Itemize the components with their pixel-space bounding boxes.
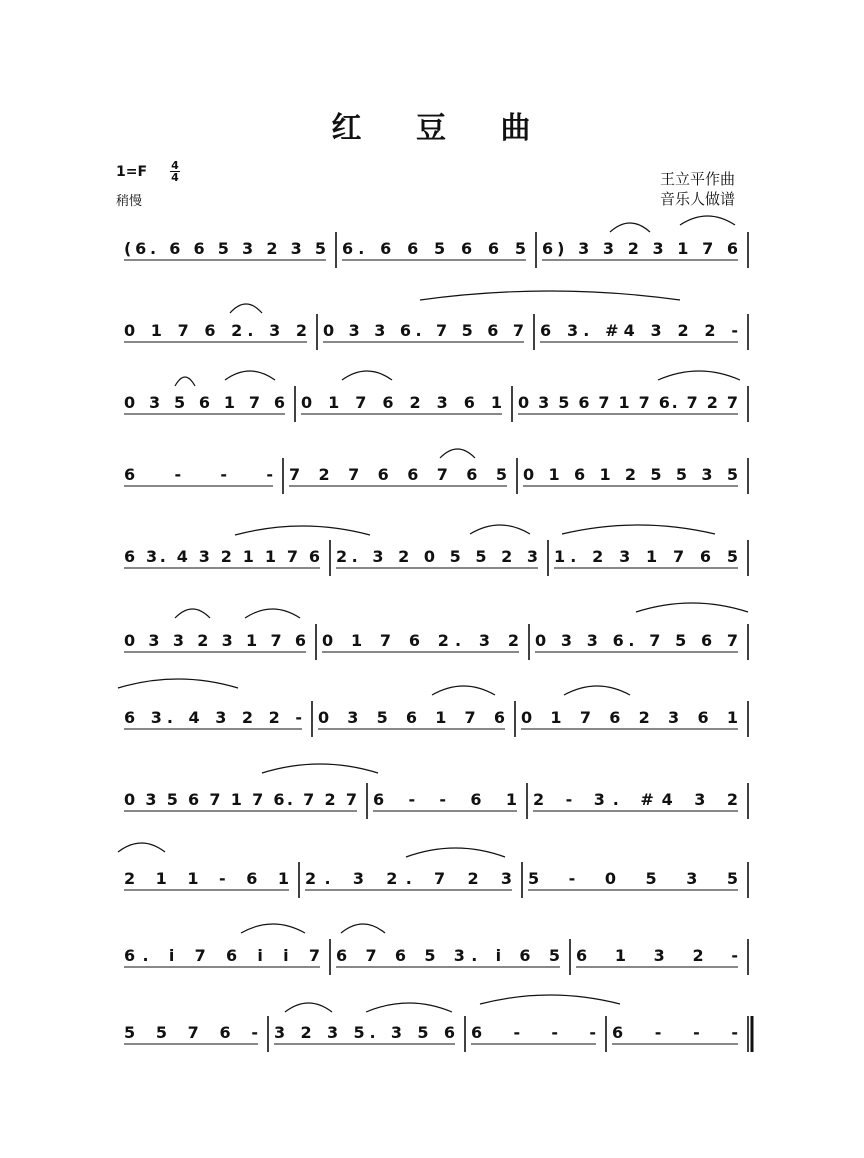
measure-notes: 0 3 5 6 1 7 6 [318, 708, 505, 727]
measure-notes: 2. 3 2 0 5 5 2 3 [336, 547, 538, 566]
slur-arc [245, 609, 300, 618]
title-char-2: 豆 [416, 111, 448, 146]
slur-arc [118, 843, 165, 852]
slur-arc [432, 686, 495, 695]
slur-arc [241, 924, 305, 933]
title-char-1: 红 [331, 111, 364, 146]
measure-notes: 0 1 7 6 2 3 6 1 [521, 708, 738, 727]
measure-notes: 5 5 7 6 - [124, 1023, 258, 1042]
composer-credit: 王立平作曲 [660, 170, 736, 188]
slur-arc [420, 291, 680, 300]
slur-arc [680, 216, 735, 225]
measure-notes: 0 1 7 6 2. 3 2 [124, 321, 307, 340]
measure-notes: 1. 2 3 1 7 6 5 [554, 547, 738, 566]
slur-arc [235, 526, 370, 535]
slur-arc [610, 223, 650, 232]
measure-notes: 6 - - - [471, 1023, 596, 1042]
time-signature-numerator: 4 [171, 159, 179, 172]
measure-notes: 0 1 7 6 2. 3 2 [322, 631, 519, 650]
measure-notes: 0 3 3 6. 7 5 6 7 [323, 321, 524, 340]
measure-notes: 6 3. #4 3 2 2 - [540, 321, 738, 340]
slur-arc [470, 525, 530, 534]
slur-arc [480, 995, 620, 1004]
slur-arc [342, 371, 392, 380]
measure-notes: 6. i 7 6 i i 7 [124, 946, 320, 965]
measure-notes: 2 1 1 - 6 1 [124, 869, 289, 888]
title-char-3: 曲 [500, 111, 533, 146]
slur-arc [636, 603, 748, 612]
slur-arc [406, 848, 505, 857]
measure-notes: 6. 6 6 5 6 6 5 [342, 239, 526, 258]
measure-notes: 6 3. 4 3 2 2 - [124, 708, 302, 727]
measure-notes: 2. 3 2. 7 2 3 [305, 869, 512, 888]
slur-arc [175, 377, 195, 386]
measure-notes: 0 1 7 6 2 3 6 1 [301, 393, 502, 412]
measure-notes: (6. 6 6 5 3 2 3 5 [124, 239, 326, 258]
slur-arc [658, 371, 740, 380]
slur-arc [440, 449, 475, 458]
measure-notes: 0 3 3 2 3 1 7 6 [124, 631, 306, 650]
key-signature: 1=F [116, 164, 148, 180]
arranger-credit: 音乐人做谱 [660, 190, 736, 208]
time-signature-denominator: 4 [171, 171, 179, 184]
measure-notes: 7 2 7 6 6 7 6 5 [289, 465, 507, 484]
slur-arc [118, 679, 238, 688]
measure-notes: 6 - - - [124, 465, 273, 484]
measure-notes: 6 - - - [612, 1023, 738, 1042]
measure-notes: 6) 3 3 2 3 1 7 6 [542, 239, 738, 258]
slur-arc [366, 1003, 452, 1012]
measure-notes: 0 1 6 1 2 5 5 3 5 [523, 465, 738, 484]
measure-notes: 0 3 5 6 7 1 7 6. 7 2 7 [124, 790, 357, 809]
measure-notes: 6 1 3 2 - [576, 946, 738, 965]
measure-notes: 3 2 3 5. 3 5 6 [274, 1023, 455, 1042]
tempo-marking: 稍慢 [116, 194, 143, 209]
measure-notes: 0 3 3 6. 7 5 6 7 [535, 631, 738, 650]
measure-notes: 5 - 0 5 3 5 [528, 869, 738, 888]
measure-notes: 2 - 3. #4 3 2 [533, 790, 738, 809]
slur-arc [230, 304, 262, 313]
slur-arc [562, 525, 715, 534]
measure-notes: 6 - - 6 1 [373, 790, 517, 809]
slur-arc [285, 1003, 332, 1012]
measure-notes: 6 3. 4 3 2 1 1 7 6 [124, 547, 320, 566]
slur-arc [564, 686, 630, 695]
measure-notes: 0 3 5 6 1 7 6 [124, 393, 285, 412]
slur-arc [341, 924, 385, 933]
measure-notes: 6 7 6 5 3. i 6 5 [336, 946, 560, 965]
slur-arc [225, 371, 275, 380]
slur-arc [175, 609, 210, 618]
slur-arc [262, 764, 378, 773]
measure-notes: 0 3 5 6 7 1 7 6. 7 2 7 [518, 393, 738, 412]
